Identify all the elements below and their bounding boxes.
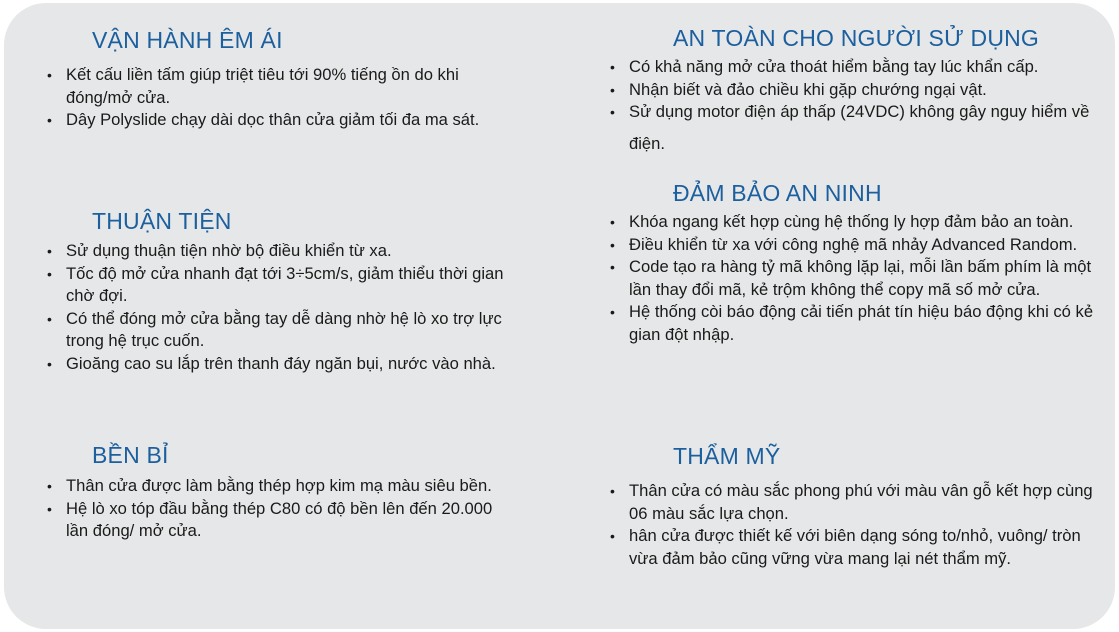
section-title: VẬN HÀNH ÊM ÁI xyxy=(92,27,283,53)
list-item: • Nhận biết và đảo chiều khi gặp chướng ngại vật. xyxy=(610,79,1100,102)
section-smooth-operation xyxy=(47,26,517,132)
list-item: • Điều khiển từ xa với công nghệ mã nhảy Advanced Random. xyxy=(610,234,1100,257)
list-item: • Kết cấu liền tấm giúp triệt tiêu tới 90% tiếng ồn do khi đóng/mở cửa. xyxy=(47,64,517,109)
section-user-safety xyxy=(610,24,1100,160)
list-item: • Code tạo ra hàng tỷ mã không lặp lại, mỗi lần bấm phím là một lần thay đổi mã, kẻ trộm không thể copy mã số mở cửa. xyxy=(610,256,1100,301)
list-item: • Dây Polyslide chạy dài dọc thân cửa giảm tối đa ma sát. xyxy=(47,109,517,132)
section-title: ĐẢM BẢO AN NINH xyxy=(673,180,882,206)
section-title: BỀN BỈ xyxy=(92,442,169,468)
list-item: • Thân cửa được làm bằng thép hợp kim mạ màu siêu bền. xyxy=(47,475,517,498)
list-item: • hân cửa được thiết kế với biên dạng sóng to/nhỏ, vuông/ tròn vừa đảm bảo cũng vững vừa mang lại nét thẩm mỹ. xyxy=(610,525,1100,570)
section-convenience xyxy=(47,207,517,375)
list-item: • Sử dụng motor điện áp thấp (24VDC) không gây nguy hiểm về điện. xyxy=(610,96,1100,160)
section-security xyxy=(610,179,1100,346)
list-item: • Hệ thống còi báo động cải tiến phát tín hiệu báo động khi có kẻ gian đột nhập. xyxy=(610,301,1100,346)
feature-list xyxy=(610,56,1100,160)
feature-list xyxy=(610,211,1100,346)
feature-list xyxy=(610,480,1100,570)
section-title: AN TOÀN CHO NGƯỜI SỬ DỤNG xyxy=(673,25,1040,51)
list-item: • Có thể đóng mở cửa bằng tay dễ dàng nhờ hệ lò xo trợ lực trong hệ trục cuốn. xyxy=(47,308,517,353)
list-item: • Tốc độ mở cửa nhanh đạt tới 3÷5cm/s, giảm thiểu thời gian chờ đợi. xyxy=(47,263,517,308)
list-item: • Sử dụng thuận tiện nhờ bộ điều khiển từ xa. xyxy=(47,240,517,263)
section-title: THUẬN TIỆN xyxy=(92,208,232,234)
feature-list xyxy=(47,240,517,375)
list-item: • Hệ lò xo tóp đầu bằng thép C80 có độ bền lên đến 20.000 lần đóng/ mở cửa. xyxy=(47,498,517,543)
feature-list xyxy=(47,475,517,543)
feature-list xyxy=(47,64,517,132)
section-aesthetics xyxy=(610,442,1100,570)
list-item: • Khóa ngang kết hợp cùng hệ thống ly hợp đảm bảo an toàn. xyxy=(610,211,1100,234)
list-item: • Gioăng cao su lắp trên thanh đáy ngăn bụi, nước vào nhà. xyxy=(47,353,517,376)
list-item: • Có khả năng mở cửa thoát hiểm bằng tay lúc khẩn cấp. xyxy=(610,56,1100,79)
section-durability xyxy=(47,441,517,543)
list-item: • Thân cửa có màu sắc phong phú với màu vân gỗ kết hợp cùng 06 màu sắc lựa chọn. xyxy=(610,480,1100,525)
section-title: THẨM MỸ xyxy=(673,443,781,469)
